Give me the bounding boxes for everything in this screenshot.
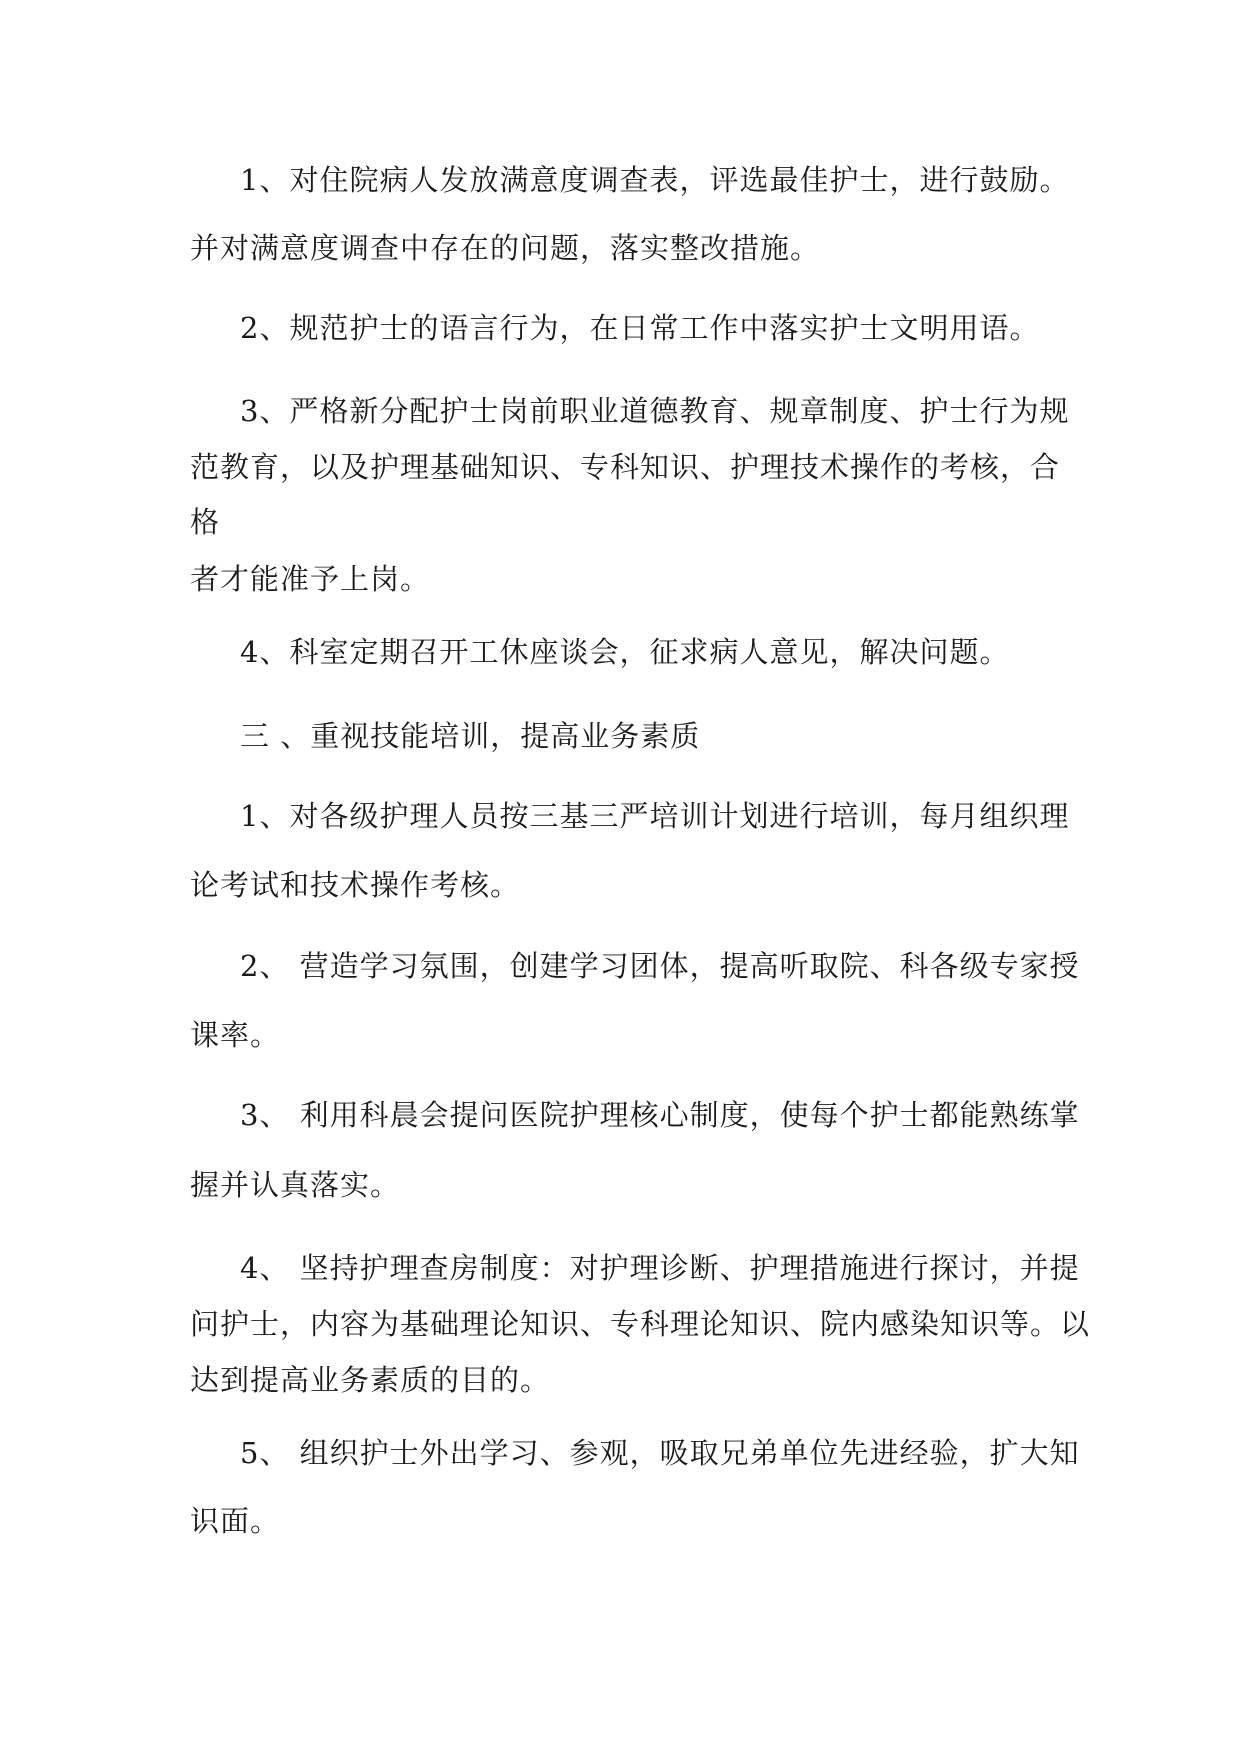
paragraph-1-line-1: 1、对住院病人发放满意度调查表，评选最佳护士，进行鼓励。 bbox=[240, 163, 1070, 197]
paragraph-5-line-1: 1、对各级护理人员按三基三严培训计划进行培训，每月组织理 bbox=[240, 799, 1070, 833]
paragraph-9-line-2: 识面。 bbox=[190, 1504, 281, 1538]
paragraph-3-line-2: 范教育，以及护理基础知识、专科知识、护理技术操作的考核，合 bbox=[190, 450, 1061, 484]
paragraph-1-line-2: 并对满意度调查中存在的问题，落实整改措施。 bbox=[190, 231, 821, 265]
section-heading: 三 、重视技能培训，提高业务素质 bbox=[240, 719, 701, 753]
paragraph-5-line-2: 论考试和技术操作考核。 bbox=[190, 868, 521, 902]
paragraph-3-line-3: 格 bbox=[190, 505, 221, 539]
paragraph-8-line-3: 达到提高业务素质的目的。 bbox=[190, 1363, 551, 1397]
paragraph-3-line-4: 者才能准予上岗。 bbox=[190, 562, 431, 596]
paragraph-8-line-2: 问护士，内容为基础理论知识、专科理论知识、院内感染知识等。以 bbox=[190, 1307, 1091, 1341]
paragraph-6-line-1: 2、 营造学习氛围，创建学习团体，提高听取院、科各级专家授 bbox=[240, 949, 1080, 983]
paragraph-8-line-1: 4、 坚持护理查房制度：对护理诊断、护理措施进行探讨，并提 bbox=[240, 1251, 1080, 1285]
paragraph-7-line-2: 握并认真落实。 bbox=[190, 1168, 401, 1202]
paragraph-3-line-1: 3、严格新分配护士岗前职业道德教育、规章制度、护士行为规 bbox=[240, 394, 1070, 428]
paragraph-9-line-1: 5、 组织护士外出学习、参观，吸取兄弟单位先进经验，扩大知 bbox=[240, 1436, 1080, 1470]
paragraph-6-line-2: 课率。 bbox=[190, 1018, 281, 1052]
paragraph-4-line-1: 4、科室定期召开工休座谈会，征求病人意见，解决问题。 bbox=[240, 635, 1010, 669]
paragraph-2-line-1: 2、规范护士的语言行为，在日常工作中落实护士文明用语。 bbox=[240, 311, 1040, 345]
paragraph-7-line-1: 3、 利用科晨会提问医院护理核心制度，使每个护士都能熟练掌 bbox=[240, 1098, 1080, 1132]
